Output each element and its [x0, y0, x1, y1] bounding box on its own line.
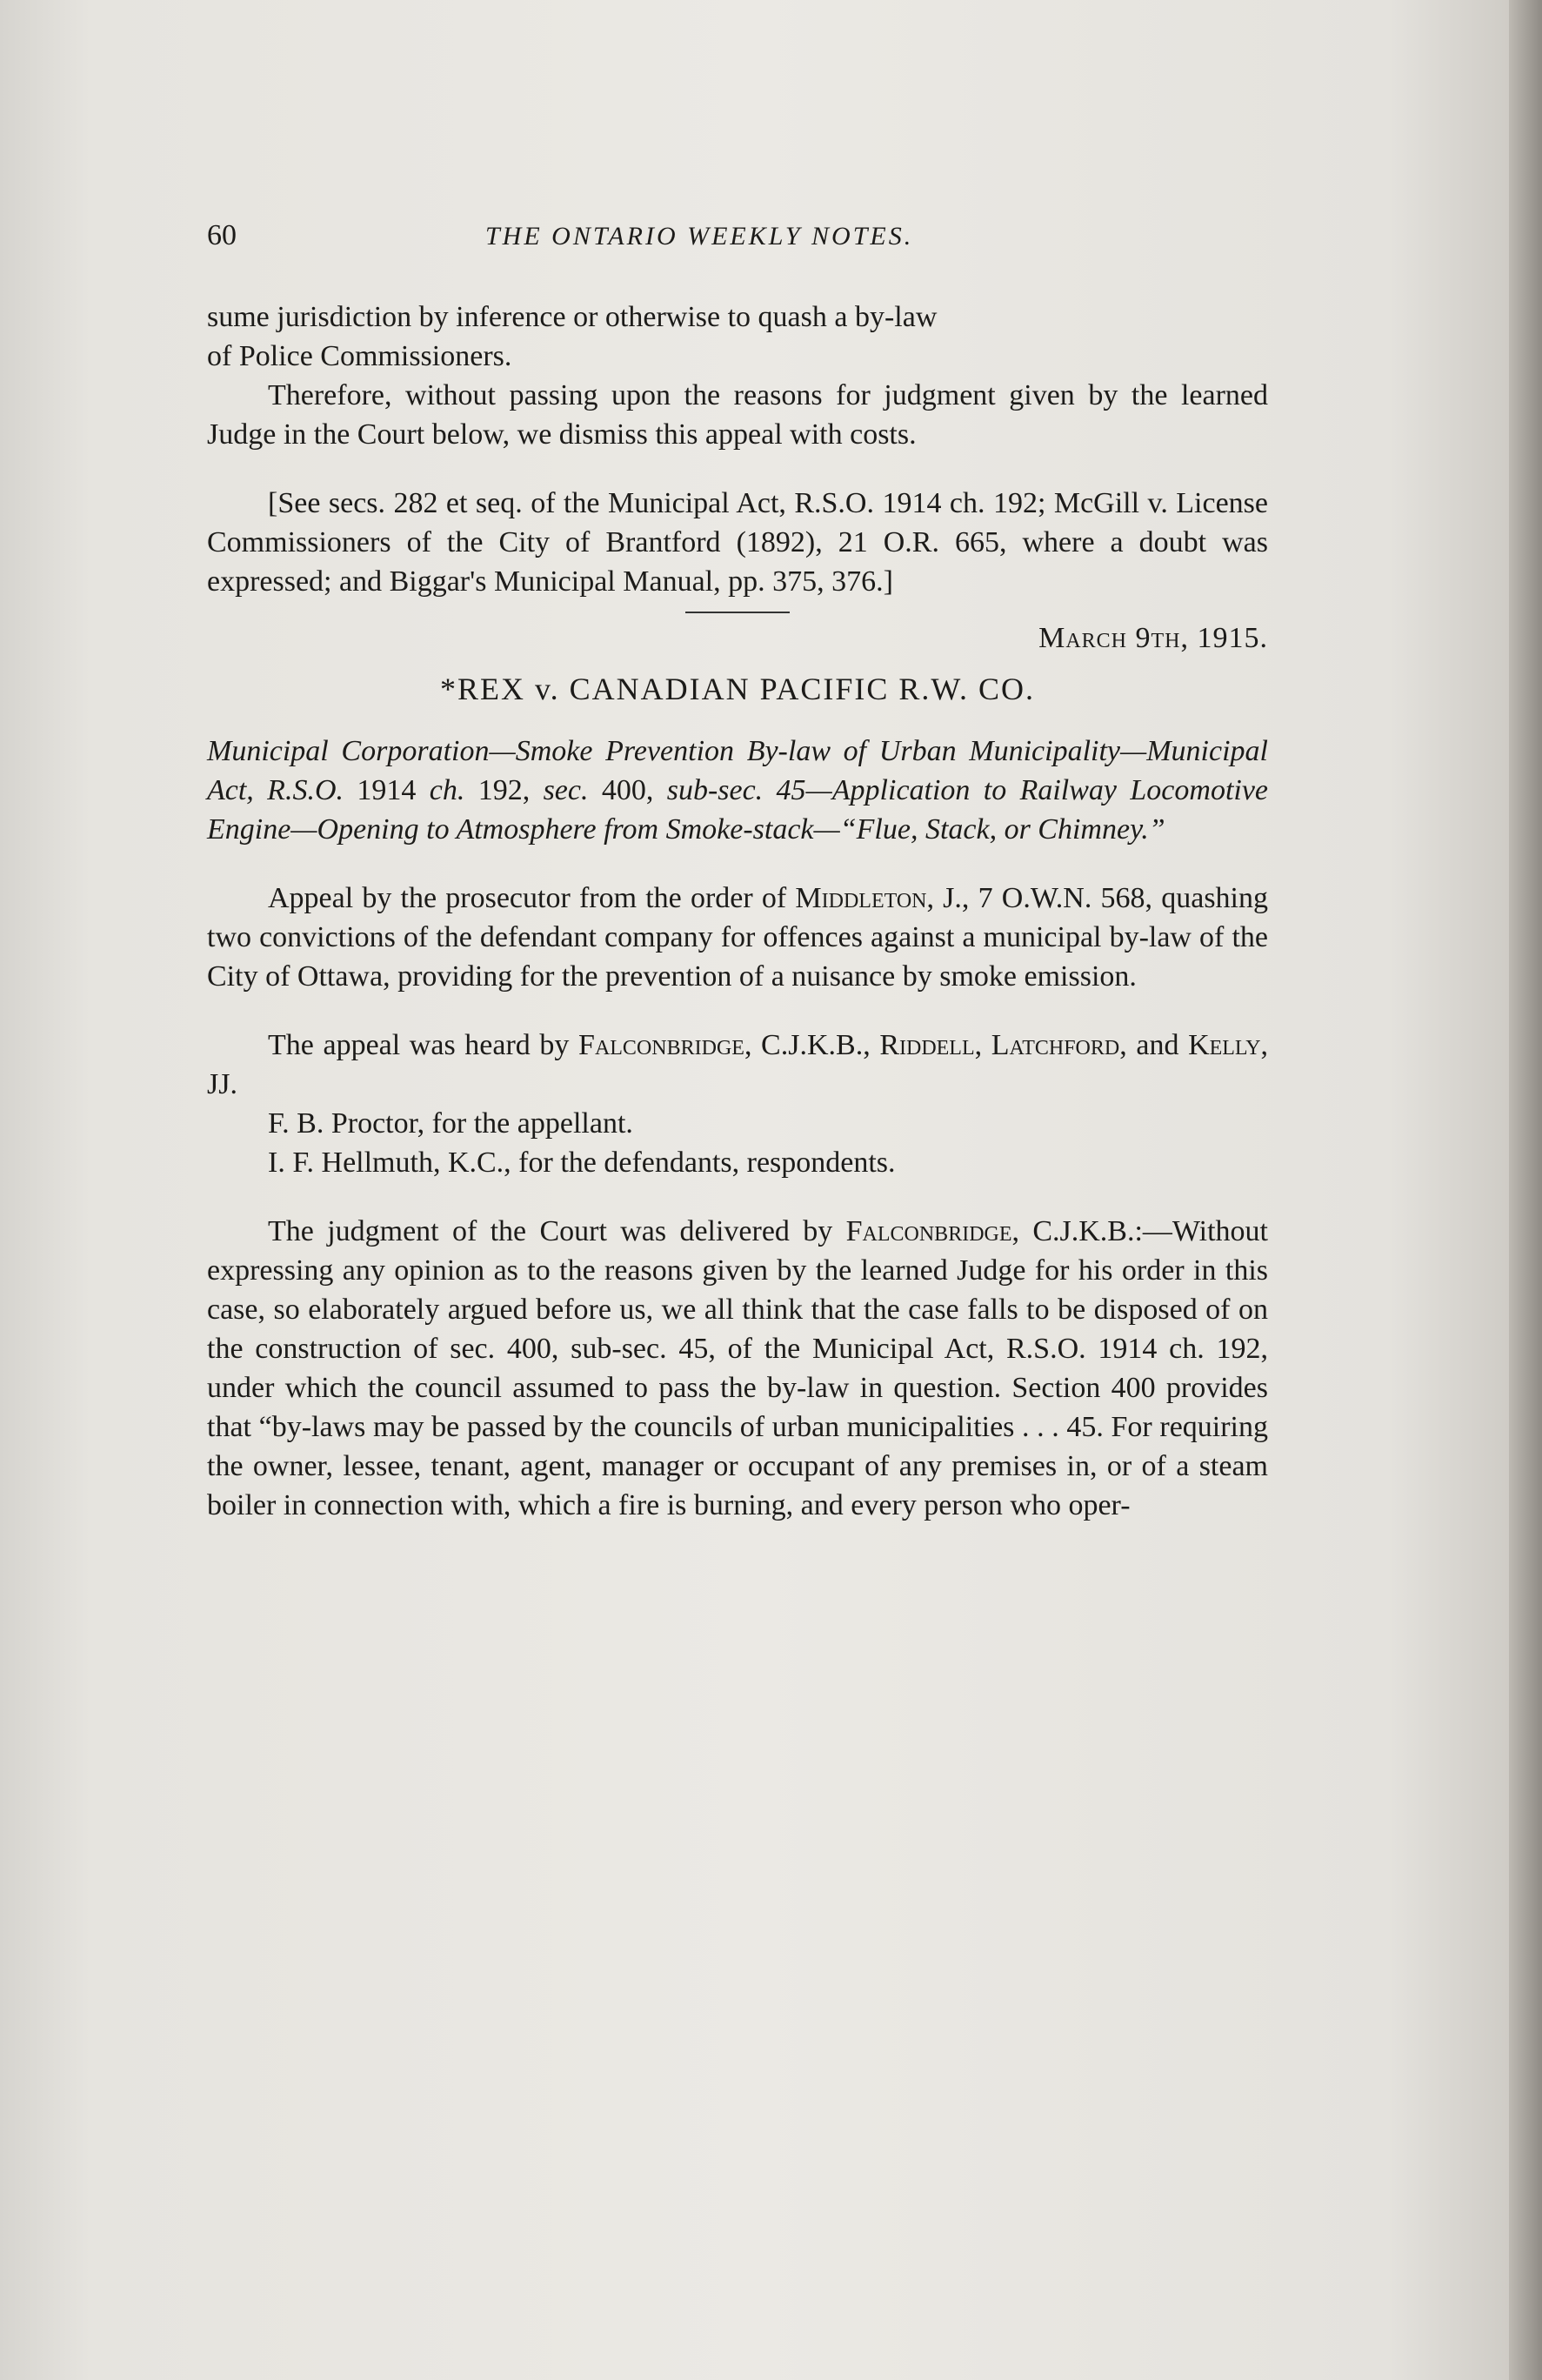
book-spine-edge	[1509, 0, 1542, 2380]
text: , C.J.K.B.,	[744, 1029, 880, 1061]
text: ,	[974, 1029, 991, 1061]
section-divider	[685, 612, 790, 613]
judgment-text	[207, 1212, 1268, 1525]
running-header	[207, 216, 1268, 268]
headnote-text: 192,	[464, 774, 544, 806]
judge-name: Falconbridge	[845, 1215, 1012, 1247]
headnote	[207, 732, 1268, 849]
judge-name: Riddell	[879, 1029, 975, 1061]
text: , JJ.	[207, 1029, 1269, 1100]
editorial-note: [See secs. 282 et seq. of the Municipal Act, R.S.O. 1914 ch. 192; McGill v. License Commissioners of the City of Brantford (1892), 21 O.R. 665, where a doubt was expressed; and Biggar's Municipal Manual, pp. 375, 376.]	[207, 487, 1268, 598]
judge-name: Falconbridge	[578, 1029, 744, 1061]
headnote-text: sec.	[543, 774, 589, 806]
text: Appeal by the prosecutor from the order of	[268, 882, 796, 914]
headnote-text: R.S.O.	[267, 774, 344, 806]
text: The appeal was heard by	[268, 1029, 579, 1061]
judge-name: Kelly	[1188, 1029, 1261, 1061]
headnote-text: ch.	[429, 774, 465, 806]
decision-date: March 9th, 1915.	[1038, 622, 1268, 654]
paragraph-continuation	[207, 298, 1268, 376]
page-content	[207, 216, 1268, 1525]
paragraph-line: of Police Commissioners.	[207, 340, 512, 372]
journal-title: THE ONTARIO WEEKLY NOTES.	[485, 222, 914, 251]
text: The judgment of the Court was delivered by	[268, 1215, 846, 1247]
text: , J., 7 O.W.N. 568, quashing two convictions of the defendant company for offences against a municipal by-law of the City of Ottawa, providing for the prevention of a nuisance by smoke emission.	[207, 882, 1268, 993]
text: , C.J.K.B.:—Without expressing any opinion as to the reasons given by the learned Judge for his order in this case, so elaborately argued before us, we all think that the case falls to be disposed of on the construction of sec. 400, sub-sec. 45, of the Municipal Act, R.S.O. 1914 ch. 192, under which the council assumed to pass the by-law in question. Section 400 provides that “by-laws may be passed by the councils of urban municipalities . . . 45. For requiring the owner, lessee, tenant, agent, manager or occupant of any premises in, or of a steam boiler in connection with, which a fire is burning, and every person who oper-	[207, 1215, 1269, 1521]
appeal-statement	[207, 879, 1268, 996]
text: , and	[1119, 1029, 1189, 1061]
judge-name: Middleton	[795, 882, 927, 914]
case-title: *REX v. CANADIAN PACIFIC R.W. CO.	[439, 672, 1036, 706]
headnote-text: 400,	[588, 774, 667, 806]
counsel-respondents: I. F. Hellmuth, K.C., for the defendants, respondents.	[268, 1147, 896, 1179]
page-number: 60	[207, 219, 237, 251]
headnote-text: Municipal Corporation—Smoke Prevention By-law of Urban Municipality—Municipal Act,	[207, 735, 1268, 806]
paragraph-dismissal: Therefore, without passing upon the reasons for judgment given by the learned Judge in the Court below, we dismiss this appeal with costs.	[207, 379, 1268, 451]
headnote-text: 1914	[344, 774, 430, 806]
hearing-statement	[207, 1026, 1268, 1104]
headnote-text: sub-sec. 45—Application to Railway Locomotive Engine—Opening to Atmosphere from Smoke-stack—“Flue, Stack, or Chimney.”	[207, 774, 1269, 846]
paragraph-line: sume jurisdiction by inference or otherwise to quash a by-law	[207, 301, 938, 333]
judge-name: Latchford	[991, 1029, 1120, 1061]
counsel-appellant: F. B. Proctor, for the appellant.	[268, 1107, 633, 1140]
